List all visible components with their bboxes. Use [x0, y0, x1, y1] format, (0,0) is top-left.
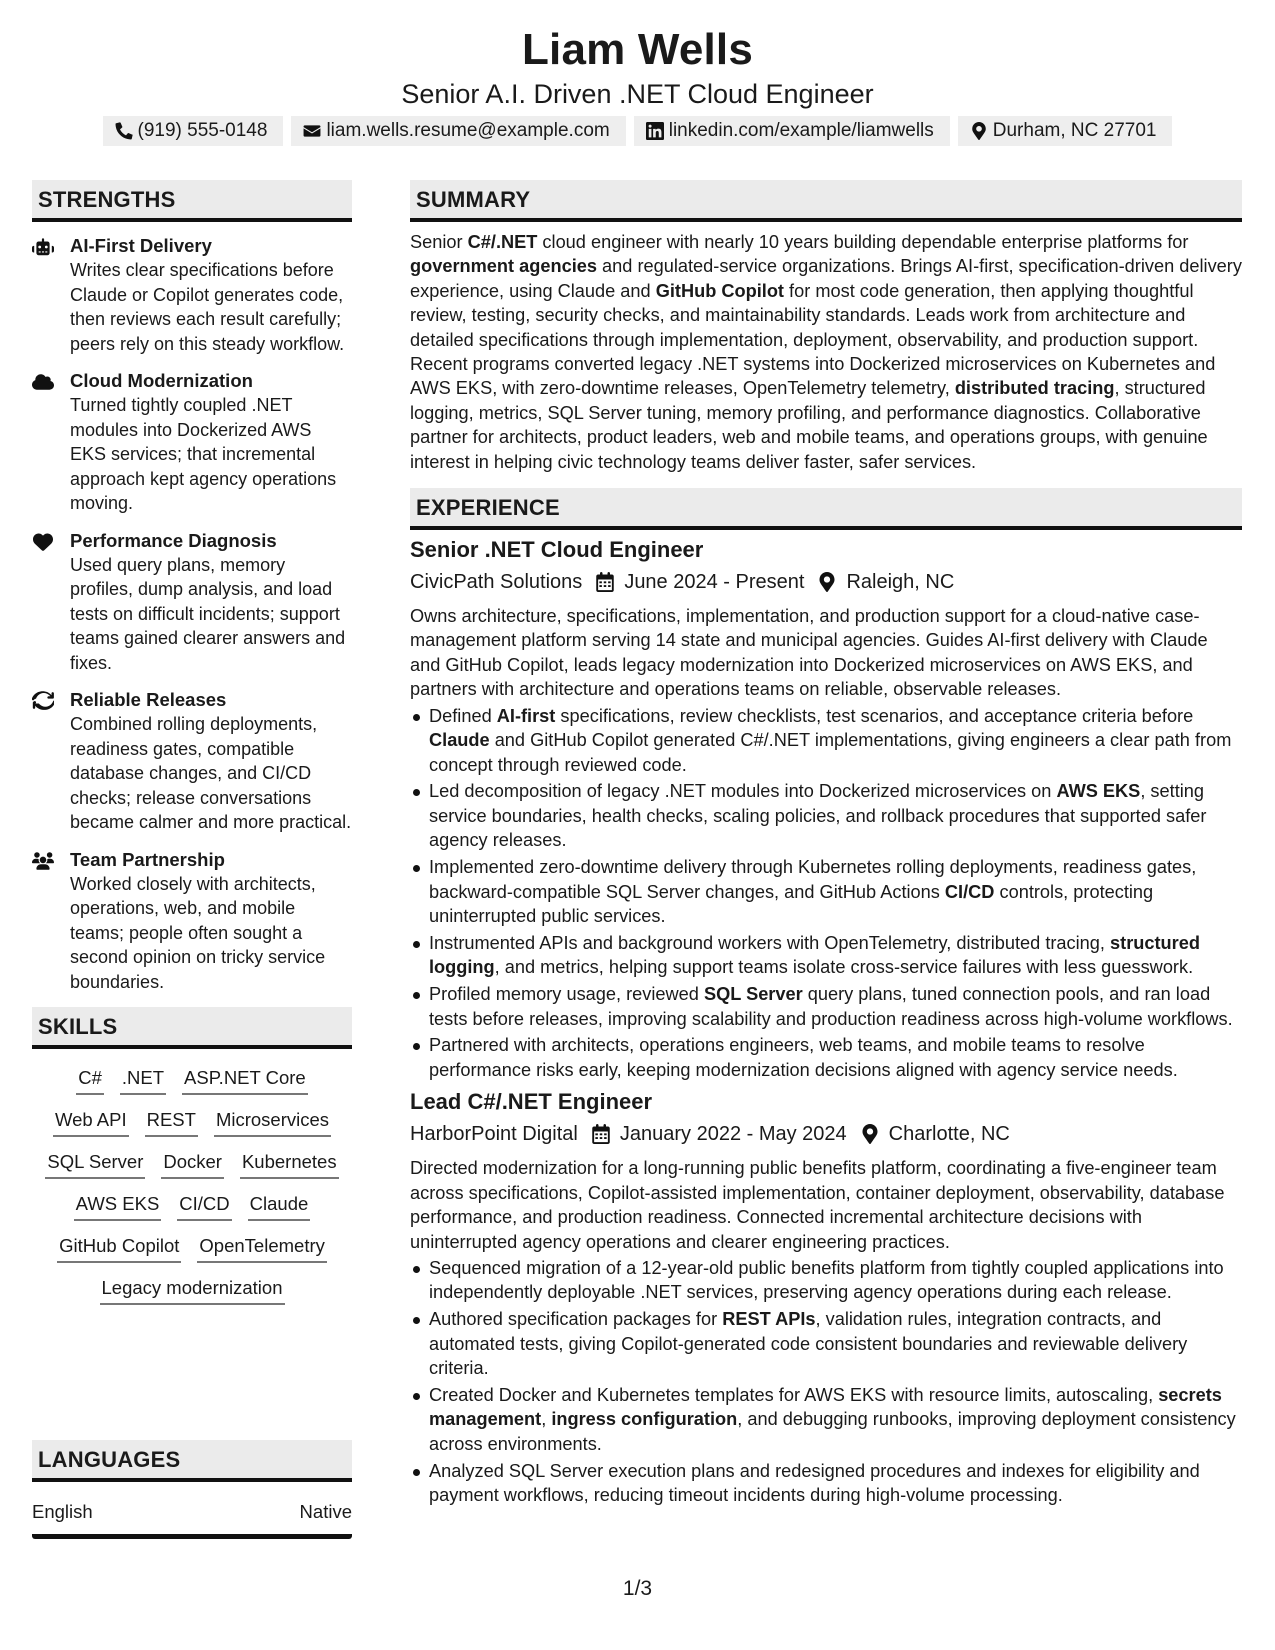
job-bullets	[410, 704, 1242, 1083]
strength-title: Performance Diagnosis	[70, 529, 277, 551]
job-entry	[410, 1088, 1242, 1507]
strength-desc: Combined rolling deployments, readiness gates, compatible database changes, and CI/CD checks; release conversations became calmer and more practical.	[70, 714, 352, 832]
job-dates: January 2022 - May 2024	[619, 1123, 847, 1146]
skill-tag: Web API	[53, 1107, 129, 1137]
strength-title: Team Partnership	[70, 848, 225, 870]
job-location: Raleigh, NC	[846, 571, 955, 594]
text-segment: Led decomposition of legacy .NET modules into Dockerized microservices on	[429, 781, 1057, 802]
strength-item	[32, 848, 352, 995]
job-bullet	[410, 855, 1242, 928]
strength-desc: Worked closely with architects, operations, web, and mobile teams; people often sought a second opinion on tricky service boundaries.	[70, 873, 326, 992]
strength-title: Reliable Releases	[70, 689, 227, 710]
strength-desc: Used query plans, memory profiles, dump analysis, and load tests on difficult incidents; support teams gained clearer answers and fixes.	[70, 554, 346, 673]
job-intro: Owns architecture, specifications, implementation, and production support for a cloud-native case-management platform serving 14 state and municipal agencies. Guides AI-first delivery with Claude and GitHub Copilot, leads legacy modernization into Dockerized microservices on AWS EKS, and partners with architecture and operations teams on reliable, observable releases.	[410, 606, 1208, 700]
job-location: Charlotte, NC	[888, 1123, 1010, 1146]
text-segment: Sequenced migration of a 12-year-old public benefits platform from tightly coupled applications into independently deployable .NET services, preserving agency operations during each release.	[429, 1257, 1224, 1303]
job-bullet	[410, 1307, 1242, 1380]
bold-keyword: distributed tracing	[954, 378, 1115, 399]
contact-location	[958, 116, 1173, 146]
contact-email-text: liam.wells.resume@example.com	[326, 120, 610, 141]
bold-keyword: ingress configuration	[551, 1409, 738, 1430]
job-intro: Directed modernization for a long-running public benefits platform, coordinating a five-engineer team across specifications, Copilot-assisted implementation, container deployment, observability, database performance, and production readiness. Connected incremental architecture decisions with uninterrupted agency operations and clearer engineering practices.	[410, 1158, 1225, 1252]
skill-tag: REST	[145, 1107, 198, 1137]
text-segment: Partnered with architects, operations engineers, web teams, and mobile teams to resolve performance risks early, keeping modernization decisions aligned with agency service needs.	[429, 1035, 1178, 1080]
skills-heading: SKILLS	[32, 1007, 352, 1049]
job-title: Lead C#/.NET Engineer	[410, 1089, 653, 1115]
languages-heading: LANGUAGES	[32, 1440, 352, 1482]
skills-list	[32, 1065, 352, 1305]
job-bullet	[410, 931, 1242, 980]
skill-tag: Claude	[248, 1191, 311, 1221]
text-segment: for most code generation, then applying thoughtful review, testing, security checks, and maintainability standards. Leads work from architecture and detailed specifications through implementation, deployment, observability, and production support. Recent programs converted legacy .NET systems into Dockerized microservices on Kubernetes and AWS EKS, with zero-downtime releases, OpenTelemetry telemetry,	[410, 280, 1216, 399]
job-bullet	[410, 779, 1242, 852]
cloud-icon	[32, 372, 54, 392]
languages-section	[32, 1440, 352, 1539]
strength-desc: Turned tightly coupled .NET modules into Dockerized AWS EKS services; that incremental approach kept agency operations moving.	[70, 395, 337, 513]
calendar-icon	[592, 1124, 610, 1144]
text-segment: Analyzed SQL Server execution plans and redesigned procedures and indexes for eligibility and payment workflows, reducing timeout incidents during high-volume processing.	[429, 1460, 1200, 1506]
text-segment: and GitHub Copilot generated C#/.NET implementations, giving engineers a clear path from concept through reviewed code.	[429, 730, 1232, 775]
bold-keyword: Claude	[429, 730, 490, 751]
bold-keyword: SQL Server	[703, 984, 803, 1005]
job-meta	[410, 568, 1242, 596]
bold-keyword: structured logging	[429, 932, 1200, 978]
text-segment: ,	[541, 1409, 552, 1430]
text-segment: Authored specification packages for	[429, 1309, 723, 1330]
job-bullet	[410, 982, 1242, 1031]
contact-linkedin-text: linkedin.com/example/liamwells	[668, 120, 934, 141]
text-segment: controls, protecting uninterrupted public services.	[429, 881, 1154, 926]
bold-keyword: AI-first	[496, 705, 556, 726]
job-meta	[410, 1120, 1242, 1148]
bold-keyword: REST APIs	[722, 1309, 816, 1330]
strength-item	[32, 529, 352, 676]
job-dates: June 2024 - Present	[624, 571, 805, 594]
text-segment: specifications, review checklists, test scenarios, and acceptance criteria before	[555, 705, 1194, 726]
text-segment: and regulated-service organizations. Brings AI-first, specification-driven delivery experience, using Claude and	[410, 256, 1242, 301]
strengths-list	[32, 234, 352, 994]
experience-heading: EXPERIENCE	[410, 488, 1242, 530]
bold-keyword: C#/.NET	[467, 232, 538, 252]
text-segment: Senior	[410, 232, 468, 252]
map-marker-icon	[818, 572, 836, 592]
candidate-title: Senior A.I. Driven .NET Cloud Engineer	[401, 79, 874, 109]
text-segment: Implemented zero-downtime delivery through Kubernetes rolling deployments, readiness gates, backward-compatible SQL Server changes, and GitHub Actions	[429, 857, 1197, 902]
skill-tag: Docker	[161, 1149, 224, 1179]
users-icon	[32, 851, 54, 871]
bold-keyword: GitHub Copilot	[655, 280, 784, 301]
strength-desc: Writes clear specifications before Claude or Copilot generates code, then reviews each result carefully; peers rely on this steady workflow.	[70, 260, 345, 354]
contact-location-text: Durham, NC 27701	[992, 120, 1157, 141]
resume-header	[0, 22, 1275, 146]
strength-item	[32, 234, 352, 356]
robot-icon	[32, 237, 54, 257]
contact-email[interactable]	[291, 116, 625, 146]
summary-heading: SUMMARY	[410, 180, 1242, 222]
bold-keyword: government agencies	[410, 256, 597, 277]
envelope-icon	[303, 122, 321, 140]
text-segment: Profiled memory usage, reviewed	[429, 984, 704, 1005]
heart-icon	[32, 532, 54, 552]
strength-title: AI-First Delivery	[70, 235, 212, 256]
skill-tag: CI/CD	[177, 1191, 231, 1221]
page-number: 1/3	[622, 1577, 653, 1600]
language-level: Native	[299, 1501, 352, 1522]
text-segment: Defined	[429, 705, 497, 726]
skill-tag: .NET	[120, 1065, 166, 1095]
skill-tag: SQL Server	[45, 1149, 145, 1179]
text-segment: , validation rules, integration contracts, and automated tests, giving Copilot-generated code consistent boundaries and reviewable delivery criteria.	[429, 1309, 1188, 1379]
linkedin-icon	[646, 122, 664, 140]
job-bullet	[410, 1256, 1242, 1305]
sync-icon	[32, 691, 54, 711]
calendar-icon	[596, 572, 614, 592]
text-segment: , setting service boundaries, health checks, scaling policies, and rollback procedures that supported safer agency releases.	[429, 781, 1207, 851]
job-bullet	[410, 1383, 1242, 1456]
text-segment: , and debugging runbooks, improving deployment consistency across environments.	[429, 1409, 1236, 1454]
job-title: Senior .NET Cloud Engineer	[410, 537, 704, 563]
candidate-name: Liam Wells	[521, 25, 754, 74]
text-segment: Created Docker and Kubernetes templates for AWS EKS with resource limits, autoscaling,	[429, 1384, 1159, 1405]
job-entry	[410, 536, 1242, 1082]
contact-linkedin[interactable]	[634, 116, 950, 146]
strength-item	[32, 369, 352, 516]
job-bullets	[410, 1256, 1242, 1508]
strength-item	[32, 688, 352, 835]
job-bullet	[410, 704, 1242, 777]
language-name: English	[32, 1501, 93, 1522]
strengths-heading: STRENGTHS	[32, 180, 352, 222]
skill-tag: Legacy modernization	[100, 1275, 285, 1305]
job-company: HarborPoint Digital	[410, 1123, 578, 1146]
job-company: CivicPath Solutions	[410, 571, 583, 594]
text-segment: Instrumented APIs and background workers with OpenTelemetry, distributed tracing,	[429, 932, 1111, 953]
language-row	[32, 1500, 352, 1539]
job-bullet	[410, 1459, 1242, 1508]
skill-tag: Microservices	[214, 1107, 331, 1137]
skill-tag: ASP.NET Core	[182, 1065, 308, 1095]
text-segment: , structured logging, metrics, SQL Server tuning, memory profiling, and performance diagnostics. Collaborative partner for architects, product leaders, web and mobile teams, and operations groups, with genuine interest in helping civic technology teams deliver faster, safer services.	[410, 378, 1208, 472]
phone-icon	[115, 122, 133, 140]
contact-phone[interactable]	[103, 116, 284, 146]
map-marker-icon	[861, 1124, 879, 1144]
left-column	[32, 180, 352, 1305]
contact-bar	[0, 116, 1275, 146]
skill-tag: C#	[76, 1065, 104, 1095]
right-column	[410, 180, 1242, 1510]
text-segment: query plans, tuned connection pools, and ran load tests before releases, improving scalability and production readiness across high-volume workflows.	[429, 984, 1233, 1029]
bold-keyword: AWS EKS	[1056, 781, 1141, 802]
skill-tag: AWS EKS	[74, 1191, 162, 1221]
summary-text	[410, 230, 1242, 474]
job-bullet	[410, 1033, 1242, 1082]
contact-phone-text: (919) 555-0148	[137, 120, 268, 141]
text-segment: , and metrics, helping support teams isolate cross-service failures with less guesswork.	[494, 957, 1194, 978]
skill-tag: GitHub Copilot	[57, 1233, 181, 1263]
bold-keyword: CI/CD	[944, 881, 995, 902]
bold-keyword: secrets management	[429, 1384, 1222, 1430]
text-segment: cloud engineer with nearly 10 years building dependable enterprise platforms for	[537, 232, 1189, 252]
skill-tag: Kubernetes	[240, 1149, 339, 1179]
map-marker-icon	[970, 122, 988, 140]
skill-tag: OpenTelemetry	[197, 1233, 326, 1263]
strength-title: Cloud Modernization	[70, 370, 253, 391]
